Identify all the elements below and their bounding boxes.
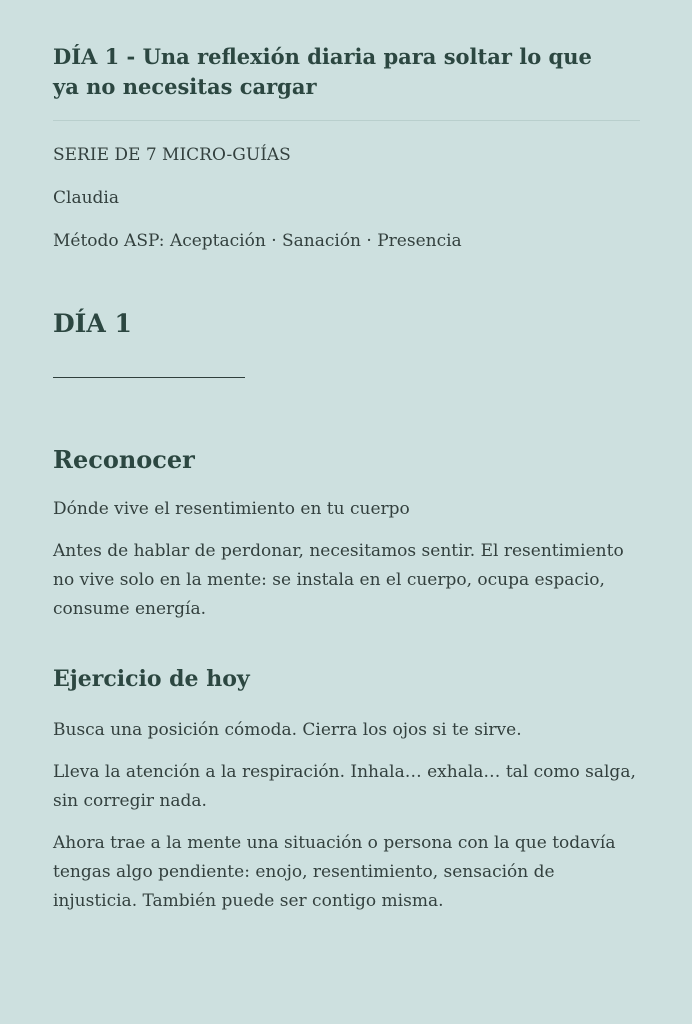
method-line: Método ASP: Aceptación · Sanación · Presencia bbox=[53, 231, 462, 251]
day-heading: DÍA 1 bbox=[53, 309, 132, 338]
series-label: SERIE DE 7 MICRO-GUÍAS bbox=[53, 145, 291, 165]
recognize-subtitle: Dónde vive el resentimiento en tu cuerpo bbox=[53, 499, 410, 519]
author-name: Claudia bbox=[53, 188, 119, 208]
exercise-paragraph: Busca una posición cómoda. Cierra los ojos si te sirve. bbox=[53, 720, 522, 740]
exercise-paragraph: Ahora trae a la mente una situación o persona con la que todavía tengas algo pendiente: enojo, resentimiento, sensación de injusticia. También puede ser contigo misma. bbox=[53, 833, 616, 911]
recognize-body: Antes de hablar de perdonar, necesitamos sentir. El resentimiento no vive solo en la mente: se instala en el cuerpo, ocupa espacio, consume energía. bbox=[53, 541, 624, 619]
exercise-heading: Ejercicio de hoy bbox=[53, 666, 250, 692]
section-divider bbox=[53, 377, 245, 378]
title-divider bbox=[53, 120, 640, 121]
exercise-paragraph: Lleva la atención a la respiración. Inhala… exhala… tal como salga, sin corregir nada. bbox=[53, 762, 636, 811]
recognize-heading: Reconocer bbox=[53, 445, 195, 474]
document-title: DÍA 1 - Una reflexión diaria para soltar lo que ya no necesitas cargar bbox=[53, 44, 592, 99]
